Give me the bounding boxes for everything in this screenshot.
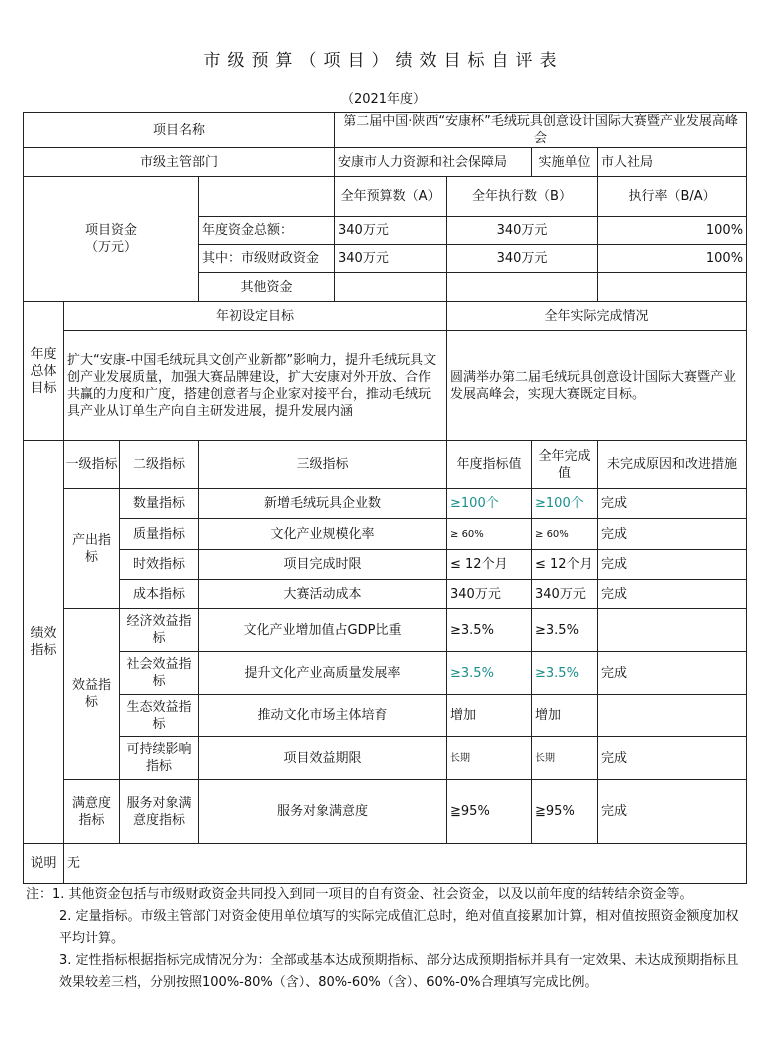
perf-l2: 生态效益指标 (120, 695, 199, 737)
funds-label (24, 177, 199, 302)
footnotes (26, 884, 748, 994)
perf-satisfaction-label: 满意度指标 (64, 780, 120, 844)
explain-value: 无 (64, 844, 747, 884)
perf-l2: 服务对象满意度指标 (120, 780, 199, 844)
perf-l3: 大赛活动成本 (199, 580, 447, 609)
perf-header-target: 年度指标值 (447, 441, 532, 489)
funds-col-rate: 执行率（B/A） (598, 177, 747, 217)
funds-city-exec: 340万元 (447, 245, 598, 273)
footnote-2: 2. 定量指标。市级主管部门对资金使用单位填写的实际完成值汇总时，绝对值直接累加计算，相对值按照资金额度加权平均计算。 (59, 909, 739, 946)
unit-value: 市人社局 (598, 148, 747, 177)
funds-col-budget: 全年预算数（A） (335, 177, 447, 217)
perf-note (598, 695, 747, 737)
funds-other-label: 其他资金 (199, 273, 335, 302)
perf-note: 完成 (598, 519, 747, 550)
perf-actual: 长期 (532, 737, 598, 780)
perf-note (598, 609, 747, 652)
perf-l3: 文化产业增加值占GDP比重 (199, 609, 447, 652)
project-name-value: 第二届中国·陕西“安康杯”毛绒玩具创意设计国际大赛暨产业发展高峰会 (335, 113, 747, 148)
perf-actual: ≥ 60% (532, 519, 598, 550)
funds-total-exec: 340万元 (447, 217, 598, 245)
perf-l2: 质量指标 (120, 519, 199, 550)
perf-header-actual: 全年完成值 (532, 441, 598, 489)
perf-actual: ≥3.5% (532, 609, 598, 652)
perf-note: 完成 (598, 652, 747, 695)
dept-label: 市级主管部门 (24, 148, 335, 177)
perf-target: ≥ 60% (447, 519, 532, 550)
perf-actual: ≤ 12个月 (532, 550, 598, 580)
evaluation-table (23, 112, 747, 884)
perf-l2: 可持续影响指标 (120, 737, 199, 780)
perf-l2: 时效指标 (120, 550, 199, 580)
perf-target: 340万元 (447, 580, 532, 609)
funds-other-exec (447, 273, 598, 302)
funds-other-budget (335, 273, 447, 302)
goals-set-text: 扩大“安康-中国毛绒玩具文创产业新都”影响力，提升毛绒玩具文创产业发展质量，加强大赛品牌建设，扩大安康对外开放、合作共赢的力度和广度，搭建创意者与企业家对接平台，推动毛绒玩具产业从订单生产向自主研发进展，提升发展内涵 (64, 331, 447, 441)
perf-note: 完成 (598, 737, 747, 780)
perf-actual: ≥3.5% (532, 652, 598, 695)
perf-l3: 推动文化市场主体培育 (199, 695, 447, 737)
goals-side-label: 年度总体目标 (24, 302, 64, 441)
perf-l3: 项目效益期限 (199, 737, 447, 780)
goals-actual-text: 圆满举办第二届毛绒玩具创意设计国际大赛暨产业发展高峰会，实现大赛既定目标。 (447, 331, 747, 441)
perf-note: 完成 (598, 580, 747, 609)
funds-total-budget: 340万元 (335, 217, 447, 245)
perf-l3: 文化产业规模化率 (199, 519, 447, 550)
goals-set-header: 年初设定目标 (64, 302, 447, 331)
perf-actual: ≧95% (532, 780, 598, 844)
page-title: 市级预算（项目）绩效目标自评表 (203, 51, 564, 71)
perf-l3: 新增毛绒玩具企业数 (199, 489, 447, 519)
perf-l2: 成本指标 (120, 580, 199, 609)
perf-target: ≥3.5% (447, 609, 532, 652)
goals-actual-header: 全年实际完成情况 (447, 302, 747, 331)
perf-l2: 经济效益指标 (120, 609, 199, 652)
perf-note: 完成 (598, 780, 747, 844)
perf-target: 增加 (447, 695, 532, 737)
footnote-1: 注：1. 其他资金包括与市级财政资金共同投入到同一项目的自有资金、社会资金，以及以前年度的结转结余资金等。 (26, 887, 693, 902)
project-name-label: 项目名称 (24, 113, 335, 148)
perf-header-reason: 未完成原因和改进措施 (598, 441, 747, 489)
perf-benefit-label: 效益指标 (64, 609, 120, 780)
funds-other-rate (598, 273, 747, 302)
perf-target: 长期 (447, 737, 532, 780)
funds-total-label: 年度资金总额： (199, 217, 335, 245)
perf-actual: 340万元 (532, 580, 598, 609)
funds-label-line2: （万元） (84, 240, 137, 255)
unit-label: 实施单位 (532, 148, 598, 177)
perf-l2: 社会效益指标 (120, 652, 199, 695)
funds-label-line1: 项目资金 (84, 223, 137, 238)
perf-side-label: 绩效指标 (24, 441, 64, 844)
perf-output-label: 产出指标 (64, 489, 120, 609)
perf-actual: ≥100个 (532, 489, 598, 519)
perf-note: 完成 (598, 550, 747, 580)
perf-note: 完成 (598, 489, 747, 519)
funds-city-label: 其中：市级财政资金 (199, 245, 335, 273)
funds-total-rate: 100% (598, 217, 747, 245)
funds-city-budget: 340万元 (335, 245, 447, 273)
funds-header-blank (199, 177, 335, 217)
perf-target: ≧95% (447, 780, 532, 844)
perf-l3: 项目完成时限 (199, 550, 447, 580)
perf-header-level2: 二级指标 (120, 441, 199, 489)
perf-l3: 服务对象满意度 (199, 780, 447, 844)
perf-actual: 增加 (532, 695, 598, 737)
perf-target: ≤ 12个月 (447, 550, 532, 580)
perf-l2: 数量指标 (120, 489, 199, 519)
perf-l3: 提升文化产业高质量发展率 (199, 652, 447, 695)
perf-header-level3: 三级指标 (199, 441, 447, 489)
funds-city-rate: 100% (598, 245, 747, 273)
report-year: （2021年度） (340, 92, 427, 107)
perf-target: ≥3.5% (447, 652, 532, 695)
dept-value: 安康市人力资源和社会保障局 (335, 148, 532, 177)
perf-target: ≥100个 (447, 489, 532, 519)
funds-col-exec: 全年执行数（B） (447, 177, 598, 217)
perf-header-level1: 一级指标 (64, 441, 120, 489)
footnote-3: 3. 定性指标根据指标完成情况分为：全部或基本达成预期指标、部分达成预期指标并具有一定效果、未达成预期指标且效果较差三档，分别按照100%-80%（含）、80%-60%（含）、60%-0%合理填写完成比例。 (59, 953, 739, 990)
explain-label: 说明 (24, 844, 64, 884)
